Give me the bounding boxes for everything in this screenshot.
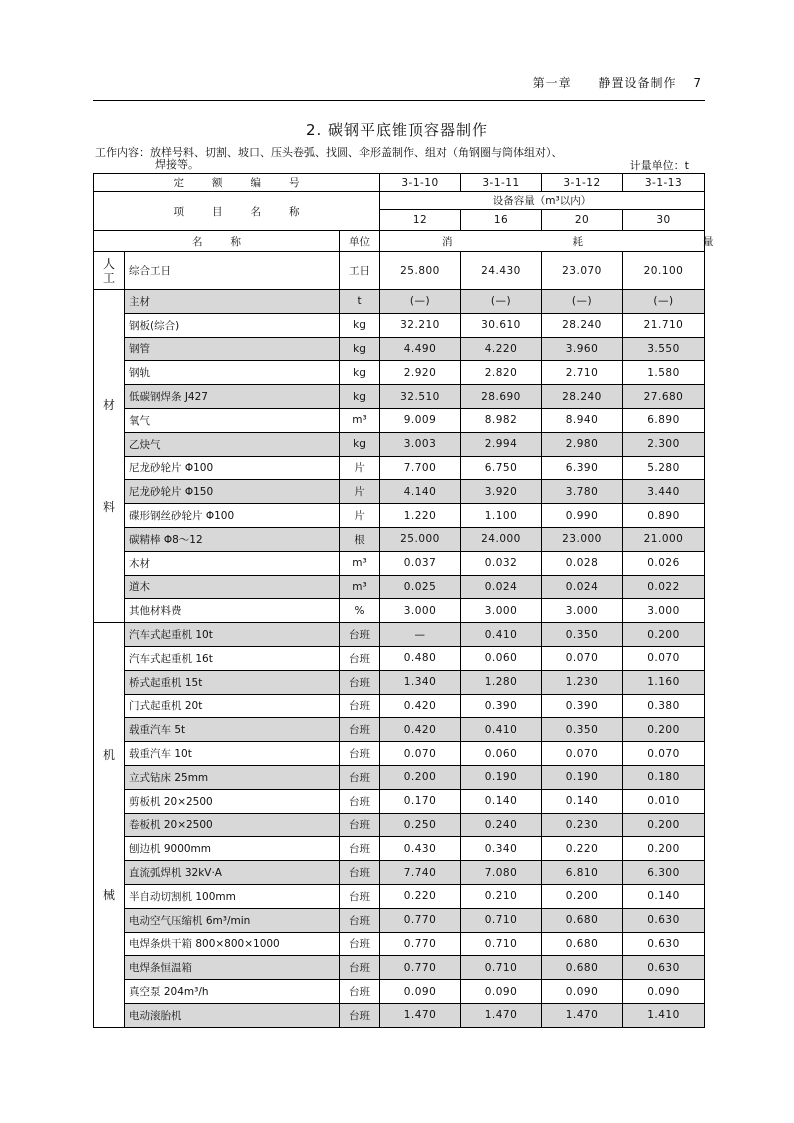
materials-item-name: 碳精棒 Φ8～12 xyxy=(125,527,340,551)
chapter-label: 第一章 xyxy=(532,76,572,90)
machinery-item-value: 0.430 xyxy=(380,837,461,861)
materials-item-unit: kg xyxy=(340,385,380,409)
machinery-row xyxy=(94,718,705,742)
materials-item-value: 3.000 xyxy=(623,599,705,623)
materials-item-value: 3.780 xyxy=(542,480,623,504)
materials-item-unit: kg xyxy=(340,432,380,456)
machinery-item-value: 1.470 xyxy=(542,1003,623,1027)
machinery-item-value: 0.770 xyxy=(380,908,461,932)
machinery-item-name: 电动空气压缩机 6m³/min xyxy=(125,908,340,932)
materials-item-value: 2.300 xyxy=(623,432,705,456)
item-name-label: 项 目 名 称 xyxy=(94,192,380,231)
machinery-row xyxy=(94,813,705,837)
machinery-item-unit: 台班 xyxy=(340,694,380,718)
materials-item-name: 低碳钢焊条 J427 xyxy=(125,385,340,409)
materials-item-value: 32.510 xyxy=(380,385,461,409)
quota-code: 3-1-10 xyxy=(380,174,461,192)
materials-item-unit: kg xyxy=(340,313,380,337)
materials-item-value: 4.490 xyxy=(380,337,461,361)
machinery-item-name: 卷板机 20×2500 xyxy=(125,813,340,837)
machinery-item-value: 0.210 xyxy=(461,884,542,908)
measure-unit: 计量单位：t xyxy=(629,159,689,172)
machinery-item-unit: 台班 xyxy=(340,884,380,908)
materials-item-value: 3.000 xyxy=(380,599,461,623)
materials-item-unit: m³ xyxy=(340,575,380,599)
materials-row xyxy=(94,575,705,599)
machinery-item-name: 剪板机 20×2500 xyxy=(125,789,340,813)
materials-item-unit: t xyxy=(340,290,380,314)
materials-row xyxy=(94,504,705,528)
machinery-item-name: 电动滚胎机 xyxy=(125,1003,340,1027)
machinery-item-unit: 台班 xyxy=(340,980,380,1004)
machinery-item-value: 0.680 xyxy=(542,956,623,980)
machinery-item-name: 真空泵 204m³/h xyxy=(125,980,340,1004)
materials-item-value: 2.820 xyxy=(461,361,542,385)
capacity-label: 设备容量（m³以内） xyxy=(380,192,705,210)
machinery-item-value: 0.350 xyxy=(542,623,623,647)
machinery-item-value: 0.170 xyxy=(380,789,461,813)
materials-row xyxy=(94,480,705,504)
machinery-item-value: 1.470 xyxy=(380,1003,461,1027)
machinery-item-value: 0.630 xyxy=(623,932,705,956)
machinery-row xyxy=(94,1003,705,1027)
machinery-item-value: 0.200 xyxy=(623,718,705,742)
materials-item-name: 木材 xyxy=(125,551,340,575)
machinery-item-value: 0.200 xyxy=(623,813,705,837)
machinery-item-value: 6.810 xyxy=(542,861,623,885)
materials-item-value: 9.009 xyxy=(380,408,461,432)
machinery-item-value: 0.140 xyxy=(461,789,542,813)
machinery-item-value: 0.680 xyxy=(542,908,623,932)
machinery-item-value: 0.630 xyxy=(623,908,705,932)
machinery-item-value: 0.770 xyxy=(380,956,461,980)
materials-item-name: 尼龙砂轮片 Φ100 xyxy=(125,456,340,480)
machinery-item-unit: 台班 xyxy=(340,742,380,766)
section-label: 静置设备制作 xyxy=(598,76,677,90)
machinery-row xyxy=(94,956,705,980)
materials-item-value: 2.710 xyxy=(542,361,623,385)
machinery-row xyxy=(94,789,705,813)
materials-item-value: 24.000 xyxy=(461,527,542,551)
materials-item-value: 7.700 xyxy=(380,456,461,480)
materials-item-value: 2.980 xyxy=(542,432,623,456)
machinery-item-value: 0.060 xyxy=(461,742,542,766)
materials-item-value: 32.210 xyxy=(380,313,461,337)
machinery-item-value: 0.420 xyxy=(380,694,461,718)
materials-row xyxy=(94,337,705,361)
materials-item-value: 6.890 xyxy=(623,408,705,432)
materials-item-value: 1.220 xyxy=(380,504,461,528)
machinery-item-value: 0.090 xyxy=(542,980,623,1004)
machinery-group-label: 机 械 xyxy=(94,623,125,1028)
materials-item-value: 0.026 xyxy=(623,551,705,575)
materials-item-unit: 片 xyxy=(340,504,380,528)
machinery-item-value: 0.710 xyxy=(461,956,542,980)
running-header xyxy=(533,74,702,91)
machinery-item-value: 0.380 xyxy=(623,694,705,718)
capacity-value: 20 xyxy=(542,210,623,231)
materials-row xyxy=(94,551,705,575)
machinery-item-unit: 台班 xyxy=(340,1003,380,1027)
machinery-item-value: 0.220 xyxy=(542,837,623,861)
materials-item-name: 主材 xyxy=(125,290,340,314)
machinery-item-unit: 台班 xyxy=(340,623,380,647)
materials-item-value: 3.000 xyxy=(461,599,542,623)
materials-item-value: 2.994 xyxy=(461,432,542,456)
quota-code: 3-1-11 xyxy=(461,174,542,192)
labor-name: 综合工日 xyxy=(125,252,340,290)
machinery-row xyxy=(94,861,705,885)
machinery-item-unit: 台班 xyxy=(340,789,380,813)
materials-item-value: 3.003 xyxy=(380,432,461,456)
machinery-item-name: 桥式起重机 15t xyxy=(125,670,340,694)
machinery-item-value: 0.250 xyxy=(380,813,461,837)
machinery-item-value: 0.200 xyxy=(623,623,705,647)
materials-item-value: 0.022 xyxy=(623,575,705,599)
materials-item-value: 3.000 xyxy=(542,599,623,623)
quota-code: 3-1-12 xyxy=(542,174,623,192)
machinery-item-value: 0.630 xyxy=(623,956,705,980)
machinery-item-unit: 台班 xyxy=(340,646,380,670)
materials-item-value: 27.680 xyxy=(623,385,705,409)
machinery-row xyxy=(94,742,705,766)
materials-item-unit: kg xyxy=(340,361,380,385)
materials-item-value: 0.890 xyxy=(623,504,705,528)
materials-item-value: 21.710 xyxy=(623,313,705,337)
machinery-item-value: 1.230 xyxy=(542,670,623,694)
machinery-item-value: 0.200 xyxy=(623,837,705,861)
materials-item-unit: 根 xyxy=(340,527,380,551)
machinery-item-value: 1.470 xyxy=(461,1003,542,1027)
materials-row xyxy=(94,385,705,409)
materials-item-unit: 片 xyxy=(340,480,380,504)
materials-item-name: 钢管 xyxy=(125,337,340,361)
machinery-item-value: 1.410 xyxy=(623,1003,705,1027)
work-content-line1: 放样号料、切割、坡口、压头卷弧、找圆、伞形盖制作、组对（角钢圈与筒体组对）、 xyxy=(150,146,563,159)
machinery-item-name: 半自动切割机 100mm xyxy=(125,884,340,908)
machinery-item-unit: 台班 xyxy=(340,908,380,932)
materials-item-value: 0.032 xyxy=(461,551,542,575)
machinery-item-value: 1.160 xyxy=(623,670,705,694)
materials-item-value: 8.982 xyxy=(461,408,542,432)
labor-unit: 工日 xyxy=(340,252,380,290)
labor-row xyxy=(94,252,705,290)
machinery-item-unit: 台班 xyxy=(340,670,380,694)
labor-value: 20.100 xyxy=(623,252,705,290)
materials-item-value: (—) xyxy=(380,290,461,314)
machinery-item-value: 0.230 xyxy=(542,813,623,837)
materials-item-name: 尼龙砂轮片 Φ150 xyxy=(125,480,340,504)
machinery-item-value: 0.070 xyxy=(380,742,461,766)
page-title: 2. 碳钢平底锥顶容器制作 xyxy=(305,121,489,139)
machinery-row xyxy=(94,932,705,956)
materials-item-value: 21.000 xyxy=(623,527,705,551)
machinery-item-value: 1.280 xyxy=(461,670,542,694)
machinery-row xyxy=(94,623,705,647)
machinery-item-value: 0.390 xyxy=(461,694,542,718)
machinery-item-value: 1.340 xyxy=(380,670,461,694)
materials-item-name: 乙炔气 xyxy=(125,432,340,456)
materials-item-value: 5.280 xyxy=(623,456,705,480)
materials-item-name: 道木 xyxy=(125,575,340,599)
machinery-item-value: 0.140 xyxy=(623,884,705,908)
materials-item-unit: m³ xyxy=(340,551,380,575)
materials-row xyxy=(94,527,705,551)
labor-group-label: 人 工 xyxy=(94,252,125,290)
machinery-item-value: 0.190 xyxy=(461,765,542,789)
machinery-item-value: 0.770 xyxy=(380,932,461,956)
machinery-item-name: 直流弧焊机 32kV·A xyxy=(125,861,340,885)
materials-item-value: 0.037 xyxy=(380,551,461,575)
materials-item-value: 3.960 xyxy=(542,337,623,361)
machinery-row xyxy=(94,694,705,718)
materials-item-value: 25.000 xyxy=(380,527,461,551)
capacity-value: 30 xyxy=(623,210,705,231)
machinery-item-name: 载重汽车 10t xyxy=(125,742,340,766)
machinery-item-value: 0.070 xyxy=(542,646,623,670)
machinery-item-name: 刨边机 9000mm xyxy=(125,837,340,861)
materials-item-value: 6.750 xyxy=(461,456,542,480)
machinery-row xyxy=(94,670,705,694)
capacity-value: 12 xyxy=(380,210,461,231)
materials-item-value: 2.920 xyxy=(380,361,461,385)
labor-value: 24.430 xyxy=(461,252,542,290)
materials-item-value: 0.024 xyxy=(542,575,623,599)
materials-item-value: 4.220 xyxy=(461,337,542,361)
materials-item-unit: % xyxy=(340,599,380,623)
materials-item-unit: kg xyxy=(340,337,380,361)
materials-item-name: 其他材料费 xyxy=(125,599,340,623)
unit-column-header: 单位 xyxy=(340,231,380,252)
materials-item-value: 0.024 xyxy=(461,575,542,599)
machinery-item-name: 电焊条烘干箱 800×800×1000 xyxy=(125,932,340,956)
page-number: 7 xyxy=(693,76,702,90)
machinery-item-value: — xyxy=(380,623,461,647)
machinery-item-value: 0.390 xyxy=(542,694,623,718)
quota-number-label: 定 额 编 号 xyxy=(94,174,380,192)
name-column-header: 名 称 xyxy=(94,231,340,252)
machinery-item-unit: 台班 xyxy=(340,861,380,885)
machinery-item-value: 0.070 xyxy=(623,742,705,766)
machinery-item-value: 0.680 xyxy=(542,932,623,956)
materials-item-value: 28.690 xyxy=(461,385,542,409)
machinery-item-value: 7.080 xyxy=(461,861,542,885)
machinery-item-value: 0.070 xyxy=(623,646,705,670)
materials-row xyxy=(94,456,705,480)
machinery-item-value: 0.190 xyxy=(542,765,623,789)
machinery-item-value: 0.710 xyxy=(461,908,542,932)
machinery-item-value: 0.340 xyxy=(461,837,542,861)
machinery-row xyxy=(94,980,705,1004)
materials-item-value: 28.240 xyxy=(542,313,623,337)
materials-item-value: 3.920 xyxy=(461,480,542,504)
machinery-item-unit: 台班 xyxy=(340,765,380,789)
materials-item-value: 3.550 xyxy=(623,337,705,361)
machinery-item-value: 7.740 xyxy=(380,861,461,885)
materials-item-value: (—) xyxy=(623,290,705,314)
machinery-item-unit: 台班 xyxy=(340,956,380,980)
materials-group-label: 材 料 xyxy=(94,290,125,623)
materials-row xyxy=(94,599,705,623)
machinery-row xyxy=(94,837,705,861)
materials-item-value: 8.940 xyxy=(542,408,623,432)
machinery-item-unit: 台班 xyxy=(340,813,380,837)
capacity-label-row xyxy=(94,192,705,210)
materials-item-value: 1.100 xyxy=(461,504,542,528)
machinery-item-value: 0.410 xyxy=(461,718,542,742)
machinery-row xyxy=(94,646,705,670)
machinery-item-value: 0.350 xyxy=(542,718,623,742)
machinery-item-value: 0.420 xyxy=(380,718,461,742)
machinery-item-value: 0.410 xyxy=(461,623,542,647)
machinery-item-value: 0.090 xyxy=(461,980,542,1004)
quota-number-row xyxy=(94,174,705,192)
capacity-value: 16 xyxy=(461,210,542,231)
machinery-item-name: 电焊条恒温箱 xyxy=(125,956,340,980)
work-content-label: 工作内容： xyxy=(95,146,150,159)
machinery-item-value: 0.010 xyxy=(623,789,705,813)
machinery-item-name: 载重汽车 5t xyxy=(125,718,340,742)
work-content xyxy=(95,147,655,171)
machinery-item-value: 0.200 xyxy=(542,884,623,908)
machinery-item-value: 0.220 xyxy=(380,884,461,908)
machinery-item-name: 汽车式起重机 10t xyxy=(125,623,340,647)
materials-item-value: 4.140 xyxy=(380,480,461,504)
machinery-item-unit: 台班 xyxy=(340,837,380,861)
materials-row xyxy=(94,361,705,385)
materials-item-unit: m³ xyxy=(340,408,380,432)
materials-item-name: 氧气 xyxy=(125,408,340,432)
machinery-item-value: 0.240 xyxy=(461,813,542,837)
materials-row xyxy=(94,313,705,337)
machinery-item-value: 0.710 xyxy=(461,932,542,956)
machinery-item-value: 0.090 xyxy=(380,980,461,1004)
materials-item-name: 钢轨 xyxy=(125,361,340,385)
materials-item-value: 28.240 xyxy=(542,385,623,409)
work-content-line2: 焊接等。 xyxy=(155,158,199,171)
materials-row xyxy=(94,408,705,432)
quota-table xyxy=(93,173,714,1028)
materials-item-value: 0.990 xyxy=(542,504,623,528)
consumption-header: 消 耗 量 xyxy=(380,231,705,252)
materials-item-name: 钢板(综合) xyxy=(125,313,340,337)
machinery-item-name: 汽车式起重机 16t xyxy=(125,646,340,670)
materials-item-unit: 片 xyxy=(340,456,380,480)
column-header-row xyxy=(94,231,705,252)
materials-item-name: 碟形钢丝砂轮片 Φ100 xyxy=(125,504,340,528)
materials-item-value: (—) xyxy=(461,290,542,314)
materials-item-value: 0.028 xyxy=(542,551,623,575)
machinery-item-name: 立式钻床 25mm xyxy=(125,765,340,789)
machinery-item-value: 0.480 xyxy=(380,646,461,670)
machinery-item-value: 0.200 xyxy=(380,765,461,789)
machinery-row xyxy=(94,884,705,908)
header-rule xyxy=(93,100,705,101)
materials-item-value: 1.580 xyxy=(623,361,705,385)
materials-item-value: 6.390 xyxy=(542,456,623,480)
machinery-item-value: 0.070 xyxy=(542,742,623,766)
materials-item-value: 23.000 xyxy=(542,527,623,551)
machinery-item-value: 0.060 xyxy=(461,646,542,670)
machinery-item-name: 门式起重机 20t xyxy=(125,694,340,718)
machinery-item-unit: 台班 xyxy=(340,932,380,956)
labor-value: 23.070 xyxy=(542,252,623,290)
quota-code: 3-1-13 xyxy=(623,174,705,192)
machinery-item-value: 0.180 xyxy=(623,765,705,789)
materials-item-value: 0.025 xyxy=(380,575,461,599)
materials-item-value: 30.610 xyxy=(461,313,542,337)
materials-row xyxy=(94,432,705,456)
machinery-row xyxy=(94,765,705,789)
machinery-item-value: 6.300 xyxy=(623,861,705,885)
materials-item-value: (—) xyxy=(542,290,623,314)
machinery-item-value: 0.090 xyxy=(623,980,705,1004)
machinery-row xyxy=(94,908,705,932)
machinery-item-value: 0.140 xyxy=(542,789,623,813)
materials-item-value: 3.440 xyxy=(623,480,705,504)
materials-row xyxy=(94,290,705,314)
labor-value: 25.800 xyxy=(380,252,461,290)
machinery-item-unit: 台班 xyxy=(340,718,380,742)
